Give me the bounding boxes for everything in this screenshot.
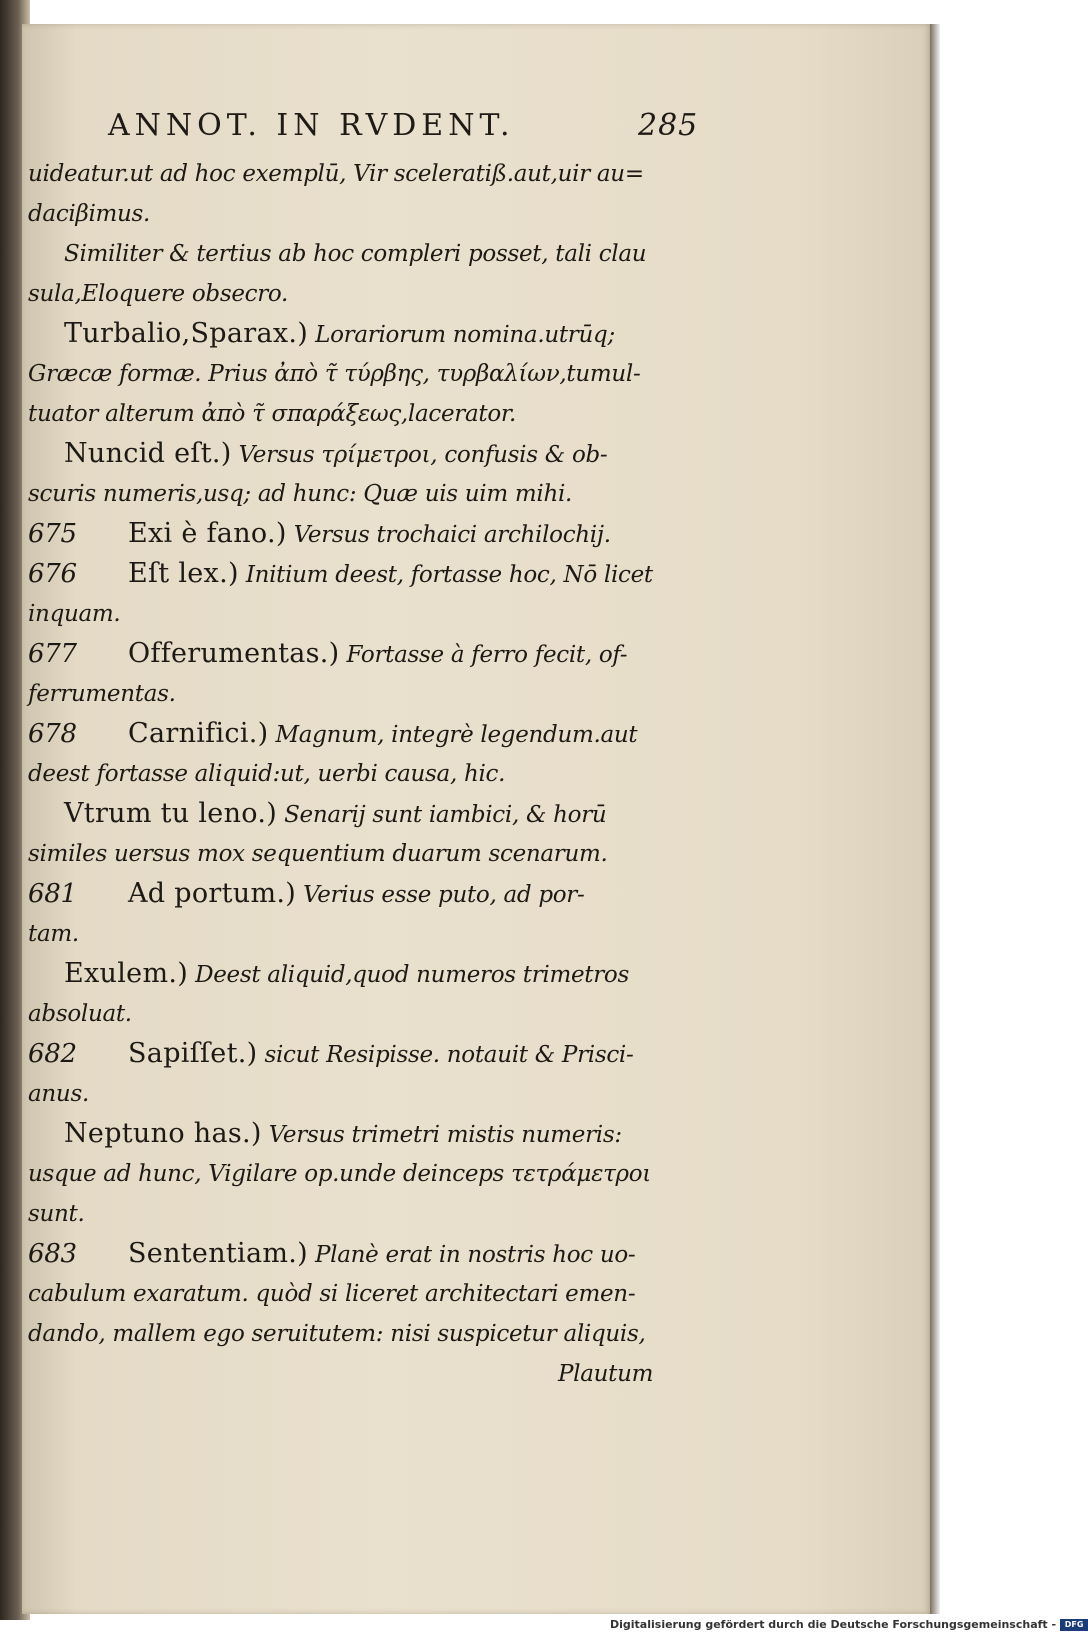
line-text: cabulum exaratum. quòd si liceret architectari emen- xyxy=(28,1281,636,1307)
lemma: Sapiſſet.) xyxy=(128,1038,258,1069)
lemma: Exi è fano.) xyxy=(128,518,287,549)
text-line xyxy=(28,1034,698,1074)
text-line xyxy=(28,1074,698,1114)
page-number: 285 xyxy=(638,108,699,143)
text-line xyxy=(28,1314,698,1354)
page-header xyxy=(108,108,708,148)
text-line xyxy=(28,394,698,434)
line-text: tam. xyxy=(28,921,79,947)
text-line xyxy=(28,754,698,794)
text-line xyxy=(28,794,698,834)
line-text: Planè erat in nostris hoc uo- xyxy=(315,1242,636,1268)
lemma: Nuncid eſt.) xyxy=(64,438,232,469)
line-text: sicut Resipisse. notauit & Prisci- xyxy=(264,1042,634,1068)
line-text: Senarij sunt iambici, & horū xyxy=(284,802,607,828)
text-line xyxy=(28,914,698,954)
catchword: Plautum xyxy=(558,1361,654,1387)
line-text: absoluat. xyxy=(28,1001,132,1027)
lemma: Sententiam.) xyxy=(128,1238,308,1269)
line-text: tuator alterum ἀπὸ τ̃ σπαράξεως,lacerator. xyxy=(28,401,517,427)
dfg-logo-icon: DFG xyxy=(1060,1619,1088,1631)
text-line xyxy=(28,1234,698,1274)
lemma: Ad portum.) xyxy=(128,878,297,909)
line-text: ferrumentas. xyxy=(28,681,176,707)
line-text: daciβimus. xyxy=(28,201,151,227)
verse-number: 678 xyxy=(28,719,77,749)
text-line xyxy=(28,674,698,714)
text-line xyxy=(28,1114,698,1154)
line-text: sula,Eloquere obsecro. xyxy=(28,281,289,307)
lemma: Eſt lex.) xyxy=(128,558,239,589)
text-line xyxy=(28,1274,698,1314)
footer-credit xyxy=(610,1618,1088,1636)
line-text: inquam. xyxy=(28,601,121,627)
line-text: Fortasse à ferro fecit, of- xyxy=(346,642,628,668)
text-line xyxy=(28,874,698,914)
verse-number: 683 xyxy=(28,1239,77,1269)
lemma: Turbalio,Sparax.) xyxy=(64,318,309,349)
line-text: anus. xyxy=(28,1081,89,1107)
line-text: Initium deest, fortasse hoc, Nō licet xyxy=(245,562,653,588)
text-line xyxy=(28,314,698,354)
text-line xyxy=(28,514,698,554)
line-text: Versus trochaici archilochij. xyxy=(293,522,611,548)
lemma: Neptuno has.) xyxy=(64,1118,262,1149)
text-line xyxy=(28,1154,698,1194)
text-line xyxy=(28,634,698,674)
verse-number: 677 xyxy=(28,639,77,669)
running-title: ANNOT. IN RVDENT. xyxy=(108,108,515,143)
lemma: Carnifici.) xyxy=(128,718,269,749)
verse-number: 681 xyxy=(28,879,77,909)
line-text: deest fortasse aliquid:ut, uerbi causa, hic. xyxy=(28,761,506,787)
text-line xyxy=(28,954,698,994)
lemma: Vtrum tu leno.) xyxy=(64,798,278,829)
text-line xyxy=(28,234,698,274)
text-line xyxy=(28,274,698,314)
line-text: Versus trimetri mistis numeris: xyxy=(268,1122,622,1148)
lemma: Exulem.) xyxy=(64,958,189,989)
text-line xyxy=(28,714,698,754)
line-text: similes uersus mox sequentium duarum scenarum. xyxy=(28,841,608,867)
line-text: Græcæ formæ. Prius ἀπὸ τ̃ τύρβης, τυρβαλίων,tumul- xyxy=(28,361,641,387)
text-line xyxy=(28,994,698,1034)
catchword-line xyxy=(28,1354,698,1394)
footer-text: Digitalisierung gefördert durch die Deutsche Forschungsgemeinschaft - xyxy=(610,1618,1057,1631)
text-line xyxy=(28,594,698,634)
text-line xyxy=(28,554,698,594)
text-line xyxy=(28,1194,698,1234)
text-line xyxy=(28,154,698,194)
line-text: Deest aliquid,quod numeros trimetros xyxy=(195,962,629,988)
line-text: dando, mallem ego seruitutem: nisi suspicetur aliquis, xyxy=(28,1321,646,1347)
text-line xyxy=(28,194,698,234)
line-text: Versus τρίμετροι, confusis & ob- xyxy=(238,442,608,468)
line-text: scuris numeris,usq; ad hunc: Quæ uis uim mihi. xyxy=(28,481,573,507)
text-line xyxy=(28,434,698,474)
line-text: Verius esse puto, ad por- xyxy=(303,882,585,908)
lemma: Offerumentas.) xyxy=(128,638,340,669)
line-text: Magnum, integrè legendum.aut xyxy=(275,722,638,748)
line-text: sunt. xyxy=(28,1201,85,1227)
page-edge xyxy=(930,24,940,1614)
text-line xyxy=(28,354,698,394)
line-text: usque ad hunc, Vigilare op.unde deinceps τετράμετροι xyxy=(28,1161,652,1187)
text-line xyxy=(28,474,698,514)
commentary-text xyxy=(28,154,698,1394)
verse-number: 682 xyxy=(28,1039,77,1069)
line-text: Similiter & tertius ab hoc compleri posset, tali clau xyxy=(64,241,647,267)
text-line xyxy=(28,834,698,874)
line-text: uideatur.ut ad hoc exemplū, Vir sceleratiß.aut,uir au= xyxy=(28,161,644,187)
verse-number: 675 xyxy=(28,519,77,549)
verse-number: 676 xyxy=(28,559,77,589)
line-text: Lorariorum nomina.utrūq; xyxy=(315,322,615,348)
